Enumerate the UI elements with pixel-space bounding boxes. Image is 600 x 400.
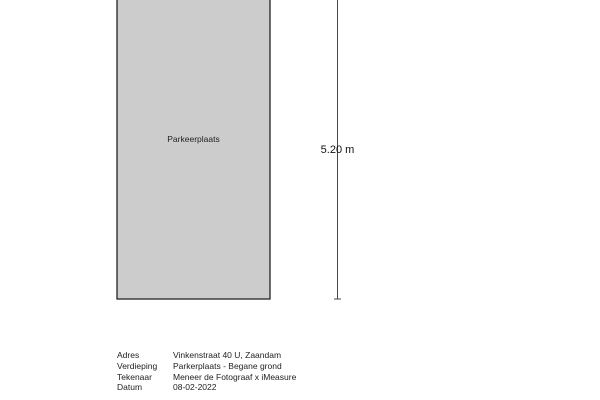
info-row-floor bbox=[117, 361, 296, 372]
date-label: Datum bbox=[117, 382, 143, 393]
floor-value: Parkerplaats - Begane grond bbox=[173, 360, 282, 371]
dimension-label: 5.20 m bbox=[320, 144, 355, 156]
drawing-info-block bbox=[117, 350, 296, 393]
drafter-value: Meneer de Fotograaf x iMeasure bbox=[173, 371, 297, 382]
info-row-address bbox=[117, 350, 296, 361]
floor-label: Verdieping bbox=[117, 360, 158, 371]
address-value: Vinkenstraat 40 U, Zaandam bbox=[173, 350, 282, 360]
date-value: 08-02-2022 bbox=[173, 382, 217, 393]
info-row-drafter bbox=[117, 372, 296, 383]
room-label: Parkeerplaats bbox=[167, 134, 220, 144]
parking-room bbox=[117, 0, 270, 299]
address-label: Adres bbox=[117, 350, 140, 360]
drafter-label: Tekenaar bbox=[117, 371, 152, 382]
info-row-date bbox=[117, 382, 296, 393]
